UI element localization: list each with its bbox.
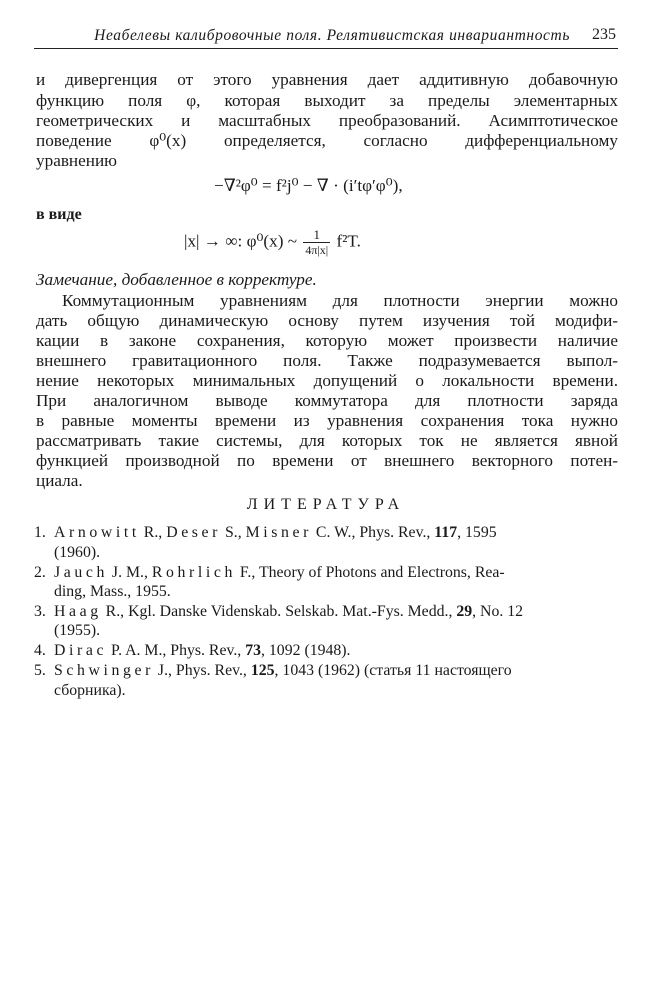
remark-heading: Замечание, добавленное в корректуре. (36, 270, 317, 289)
text-line: рассматривать такие системы, для которых ток не является явной (36, 431, 618, 450)
text-line: нение некоторых минимальных допущений о локальности времени. (36, 371, 618, 390)
ref-text: R., Kgl. Danske Videnskab. Selskab. Mat.-Fys. Medd., (101, 603, 457, 620)
page-number: 235 (592, 26, 616, 43)
running-title: Неабелевы калибровочные поля. Релятивистская инвариантность (94, 27, 570, 44)
reference-item (34, 641, 618, 661)
ref-volume: 29 (456, 603, 473, 620)
ref-volume: 73 (245, 642, 261, 659)
ref-text: , 1092 (1948). (261, 642, 351, 659)
text-line: поведение φ⁰(x) определяется, согласно дифференциальному (36, 131, 618, 150)
eq-right: f²T. (336, 231, 361, 251)
ref-text: J. M., (107, 564, 152, 581)
ref-number: 3. (34, 603, 46, 620)
text-line: внешнего гравитационного поля. Также подразумевается выпол- (36, 351, 618, 370)
ref-number: 1. (34, 524, 46, 541)
reference-item (34, 563, 618, 583)
ref-text: S., (221, 524, 246, 541)
ref-number: 4. (34, 642, 46, 659)
text-line: кации в законе сохранения, которую может произвести наличие (36, 331, 618, 350)
text-line: и дивергенция от этого уравнения дает аддитивную добавочную (36, 70, 618, 89)
ref-text: , 1595 (457, 524, 497, 541)
running-header (34, 24, 618, 49)
reference-continuation: (1960). (54, 544, 101, 561)
ref-author: Dirac (54, 642, 108, 659)
reference-item (34, 602, 618, 622)
ref-text: J., Phys. Rev., (153, 662, 251, 679)
equation-asymptotic (184, 228, 361, 257)
ref-text: P. A. M., Phys. Rev., (107, 642, 246, 659)
reference-item (34, 523, 618, 543)
fraction-numerator: 1 (303, 228, 330, 243)
ref-text: C. W., Phys. Rev., (311, 524, 435, 541)
ref-text: F., Theory of Photons and Electrons, Rea- (235, 564, 505, 581)
ref-text: R., (139, 524, 167, 541)
text-line: уравнению (36, 151, 117, 170)
ref-volume: 125 (250, 662, 275, 679)
text-line: в равные моменты времени из уравнения сохранения тока нужно (36, 411, 618, 430)
reference-continuation: ding, Mass., 1955. (54, 583, 171, 600)
text-line: При аналогичном выводе коммутатора для плотности заряда (36, 391, 618, 410)
text-line: функцию поля φ, которая выходит за пределы элементарных (36, 91, 618, 110)
ref-author: Arnowitt (54, 524, 140, 541)
reference-item (34, 661, 618, 681)
reference-continuation: (1955). (54, 622, 101, 639)
ref-number: 2. (34, 564, 46, 581)
ref-author: Jauch (54, 564, 108, 581)
text-line: циала. (36, 471, 83, 490)
ref-text: , No. 12 (472, 603, 524, 620)
ref-author: Misner (245, 524, 312, 541)
ref-author: Deser (166, 524, 222, 541)
literature-heading: ЛИТЕРАТУРА (246, 496, 406, 513)
ref-text: , 1043 (1962) (статья 11 настоящего (274, 662, 512, 679)
equation-laplace: −∇²φ⁰ = f²j⁰ − ∇ · (i′tφ′φ⁰), (214, 176, 403, 195)
ref-author: Rohrlich (151, 564, 236, 581)
ref-number: 5. (34, 662, 46, 679)
text-line: функцией производной по времени от внешнего векторного потен- (36, 451, 618, 470)
fraction (303, 228, 330, 257)
eq-left: |x| → ∞: φ⁰(x) ~ (184, 231, 298, 251)
ref-author: Schwinger (54, 662, 154, 679)
text-line: в виде (36, 206, 82, 223)
fraction-denominator: 4π|x| (305, 243, 329, 257)
text-line: дать общую динамическую основу путем изучения той модифи- (36, 311, 618, 330)
ref-author: Haag (54, 603, 102, 620)
reference-continuation: сборника). (54, 682, 126, 699)
text-line: геометрических и масштабных преобразований. Асимптотическое (36, 111, 618, 130)
ref-volume: 117 (434, 524, 458, 541)
text-line: Коммутационным уравнениям для плотности энергии можно (62, 291, 618, 310)
